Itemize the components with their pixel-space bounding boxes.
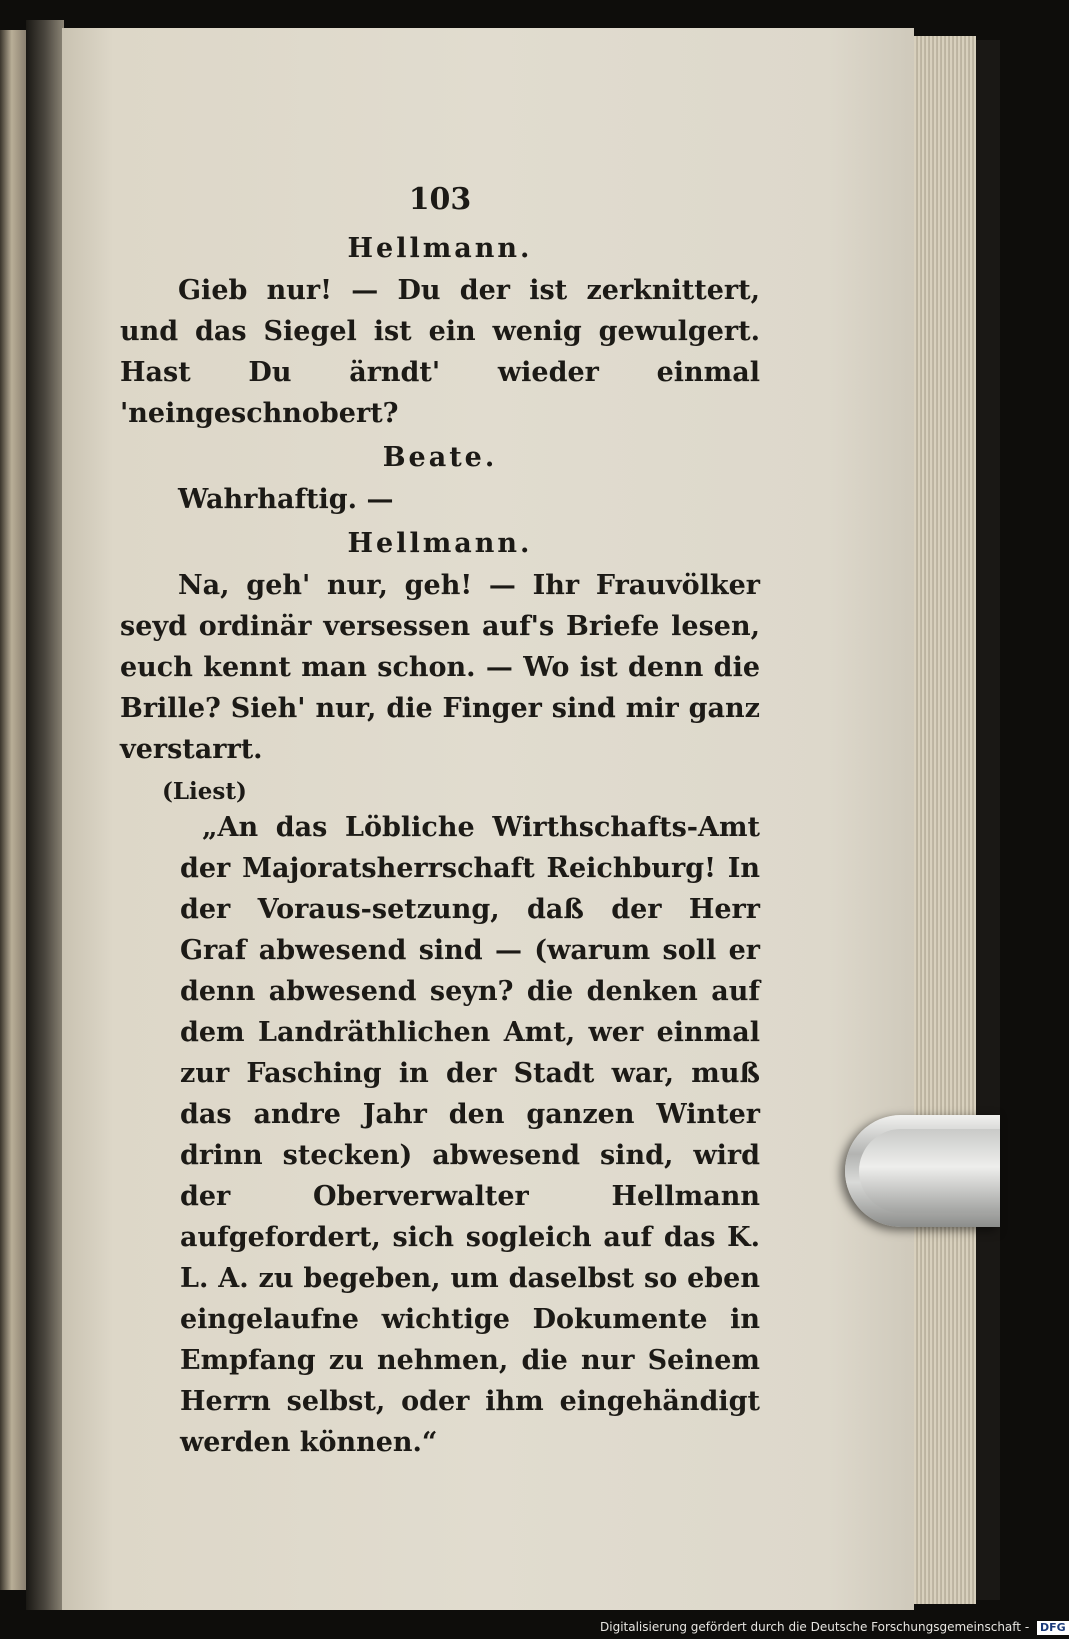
- page-number: 103: [408, 182, 472, 217]
- dialogue-paragraph: Gieb nur! — Du der ist zerknittert, und das Siegel ist ein wenig gewulgert. Hast Du ärndt' wieder einmal 'neingeschnobert?: [120, 275, 760, 429]
- dfg-logo: DFG: [1037, 1621, 1069, 1635]
- left-page-edge: [0, 30, 26, 1590]
- book-gutter: [26, 20, 64, 1610]
- speaker-name: Beate.: [382, 442, 498, 473]
- dialogue-paragraph: Wahrhaftig. —: [178, 484, 394, 515]
- stage-direction: (Liest): [162, 778, 247, 805]
- digitization-credit: [600, 1615, 1069, 1639]
- page-clip-inner: [859, 1129, 1000, 1213]
- page-clip: [845, 1115, 1000, 1227]
- page-block-edge: [914, 36, 976, 1604]
- page-text: [120, 170, 760, 1463]
- speaker-name: Hellmann.: [347, 528, 533, 559]
- block-shadow: [976, 40, 1000, 1600]
- dialogue-paragraph: Na, geh' nur, geh! — Ihr Frauvölker seyd ordinär versessen auf's Briefe lesen, euch kennt man schon. — Wo ist denn die Brille? Sieh' nur, die Finger sind mir ganz verstarrt.: [120, 570, 760, 765]
- speaker-name: Hellmann.: [347, 233, 533, 264]
- credit-text: Digitalisierung gefördert durch die Deutsche Forschungsgemeinschaft -: [600, 1620, 1030, 1634]
- letter-text: „An das Löbliche Wirthschafts-Amt der Majoratsherrschaft Reichburg! In der Voraus-setzung, daß der Herr Graf abwesend sind — (warum soll er denn abwesend seyn? die denken auf dem Landräthlichen Amt, wer einmal zur Fasching in der Stadt war, muß das andre Jahr den ganzen Winter drinn stecken) abwesend sind, wird der Oberverwalter Hellmann aufgefordert, sich sogleich auf das K. L. A. zu begeben, um daselbst so eben eingelaufne wichtige Dokumente in Empfang zu nehmen, die nur Seinem Herrn selbst, oder ihm eingehändigt werden können.“: [180, 812, 760, 1458]
